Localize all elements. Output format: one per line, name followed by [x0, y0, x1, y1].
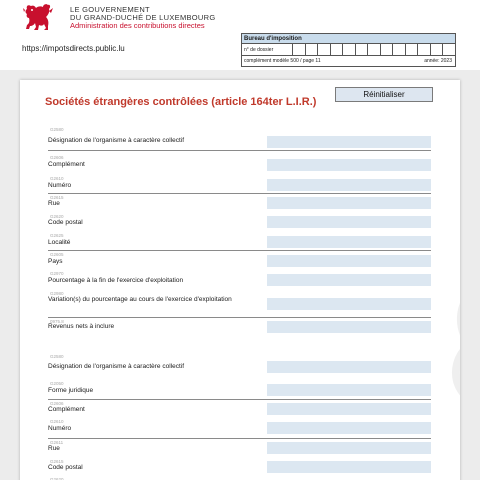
field-label: Complément	[48, 406, 85, 413]
complement-input[interactable]	[267, 159, 431, 171]
section-divider	[48, 399, 431, 400]
field-label: Code postal	[48, 464, 83, 471]
site-url: https://impotsdirects.public.lu	[22, 44, 125, 53]
field-code: G2615	[50, 459, 64, 464]
dossier-label: n° de dossier	[244, 47, 274, 53]
luxembourg-lion-logo	[22, 2, 54, 36]
designation-input-2[interactable]	[267, 361, 431, 373]
field-label: Code postal	[48, 219, 83, 226]
bureau-footer	[242, 56, 455, 66]
locality-input[interactable]	[267, 236, 431, 248]
field-code: G2620	[50, 214, 64, 219]
field-label: Complément	[48, 161, 85, 168]
field-code: G2050	[50, 381, 64, 386]
field-code: 0975.8	[50, 319, 64, 324]
row-divider	[48, 317, 431, 318]
dossier-cells[interactable]	[292, 44, 455, 55]
field-label: Rue	[48, 445, 60, 452]
field-code: G2615	[50, 195, 64, 200]
form-page	[20, 80, 460, 480]
field-code: G2605	[50, 252, 64, 257]
field-code: G2611	[50, 440, 64, 445]
field-label: Revenus nets à inclure	[48, 323, 115, 330]
gov-line-1: LE GOUVERNEMENT	[70, 5, 150, 14]
field-label: Désignation de l'organisme à caractère collectif	[48, 363, 185, 370]
dossier-number-field[interactable]	[242, 44, 455, 56]
row-divider	[48, 193, 431, 194]
field-code: G2606	[50, 401, 64, 406]
field-code: G2970	[50, 271, 64, 276]
field-label: Numéro	[48, 425, 72, 432]
bureau-box	[241, 33, 456, 67]
form-title: Sociétés étrangères contrôlées (article 164ter L.I.R.)	[45, 96, 317, 108]
form-reference: complément modèle 500 / page 11	[244, 58, 321, 64]
field-code: G2606	[50, 155, 64, 160]
gov-administration: Administration des contributions directes	[70, 21, 205, 31]
bureau-title: Bureau d'imposition	[242, 34, 455, 44]
postal-code-input-2[interactable]	[267, 461, 431, 473]
field-label: Forme juridique	[48, 387, 94, 394]
field-label: Rue	[48, 200, 60, 207]
field-code: G2980	[50, 291, 64, 296]
reset-button-label: Réinitialiser	[363, 90, 405, 99]
country-input[interactable]	[267, 255, 431, 267]
gov-line-2: DU GRAND-DUCHÉ DE LUXEMBOURG	[70, 13, 216, 23]
field-label: Désignation de l'organisme à caractère collectif	[48, 137, 185, 144]
section-divider	[48, 150, 431, 151]
percentage-end-input[interactable]	[267, 274, 431, 286]
government-title	[70, 6, 216, 31]
reset-button[interactable]	[335, 87, 433, 102]
field-code: G2610	[50, 419, 64, 424]
field-code: G2580	[50, 354, 64, 359]
tax-year: année: 2023	[424, 58, 452, 64]
number-input[interactable]	[267, 179, 431, 191]
number-input-2[interactable]	[267, 422, 431, 434]
field-code: G2620	[50, 477, 64, 480]
row-divider	[48, 250, 431, 251]
field-label: Variation(s) du pourcentage au cours de l'exercice d'exploitation	[48, 296, 232, 303]
postal-code-input[interactable]	[267, 216, 431, 228]
net-income-input[interactable]	[267, 321, 431, 333]
field-code: G2625	[50, 233, 64, 238]
field-label: Pays	[48, 258, 63, 265]
street-input-2[interactable]	[267, 442, 431, 454]
field-label: Localité	[48, 239, 71, 246]
field-code: G2610	[50, 176, 64, 181]
page-header	[0, 0, 480, 70]
lion-watermark	[430, 230, 460, 480]
field-label: Pourcentage à la fin de l'exercice d'exploitation	[48, 277, 184, 284]
designation-input[interactable]	[267, 136, 431, 148]
field-label: Numéro	[48, 182, 72, 189]
complement-input-2[interactable]	[267, 403, 431, 415]
field-code: G2580	[50, 127, 64, 132]
street-input[interactable]	[267, 197, 431, 209]
row-divider	[48, 438, 431, 439]
legal-form-input[interactable]	[267, 384, 431, 396]
percentage-variation-input[interactable]	[267, 298, 431, 310]
